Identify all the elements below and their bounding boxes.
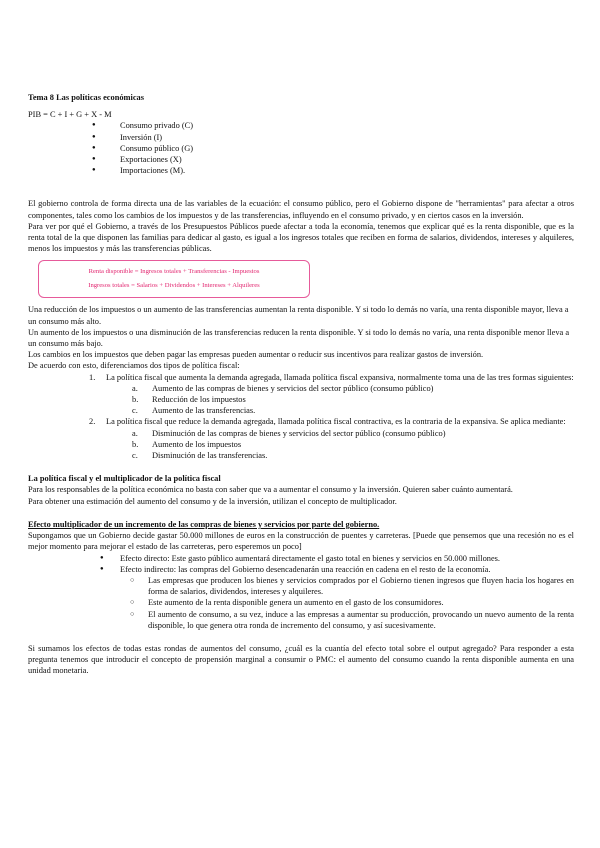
formula-line: Renta disponible = Ingresos totales + Transferencias - Impuestos	[88, 268, 260, 276]
effects-list	[28, 553, 574, 631]
list-item	[89, 416, 574, 461]
pib-formula: PIB = C + I + G + X - M	[28, 110, 112, 120]
paragraph: De acuerdo con esto, diferenciamos dos tipos de política fiscal:	[28, 361, 240, 371]
section-heading: La política fiscal y el multiplicador de la política fiscal	[28, 474, 221, 484]
paragraph: Una reducción de los impuestos o un aumento de las transferencias aumentan la renta disponible. Y si todo lo demás no varía, una renta disponible mayor, lleva a un consumo más alto.	[28, 305, 569, 326]
list-letter: a.	[132, 383, 138, 393]
list-item: ● Consumo privado (C)	[120, 120, 574, 131]
list-item-text: Disminución de las transferencias.	[152, 451, 268, 461]
policy-list	[28, 372, 574, 462]
list-item	[132, 428, 574, 439]
list-item-text: Aumento de las compras de bienes y servicios del sector público (consumo público)	[152, 383, 434, 393]
sub-list	[120, 575, 574, 631]
list-item: ○ Este aumento de la renta disponible genera un aumento en el gasto de los consumidores.	[148, 597, 574, 608]
list-letter: b.	[132, 395, 139, 405]
paragraph: Un aumento de los impuestos o una disminución de las transferencias reducen la renta disponible. Y si todo lo demás no varía, una renta disponible menor lleva a un consumo más bajo.	[28, 327, 570, 349]
list-item	[89, 372, 574, 417]
list-number: 1.	[89, 372, 96, 382]
formula-box	[38, 260, 310, 298]
section-heading: Efecto multiplicador de un incremento de las compras de bienes y servicios por parte del gobierno.	[28, 519, 380, 529]
formula-line: Ingresos totales = Salarios + Dividendos + Intereses + Alquileres	[88, 282, 260, 290]
list-item	[132, 383, 574, 394]
list-item: ● Efecto directo: Este gasto público aumentará directamente el gasto total en bienes y servicios en 50.000 millones.	[120, 553, 574, 564]
document-page	[28, 92, 574, 677]
paragraph: Si sumamos los efectos de todas estas rondas de aumentos del consumo, ¿cuál es la cuantía del efecto total sobre el output agregado? Para responder a esta pregunta tenemos que introducir el concepto de propensión marginal a consumir o PMC: el aumento del consumo cuando la renta disponible aumenta en una unidad monetaria.	[28, 643, 574, 676]
list-item	[132, 450, 574, 461]
list-item-text: La política fiscal que reduce la demanda agregada, llamada política fiscal contractiva, es la contraria de la expansiva. Se aplica mediante:	[106, 417, 566, 427]
list-item	[132, 439, 574, 450]
list-item: ● Consumo público (G)	[120, 143, 574, 154]
list-letter: c.	[132, 406, 138, 416]
paragraph: Para los responsables de la política económica no basta con saber que va a aumentar el consumo y la inversión. Quieren saber cuánto aumentará.	[28, 485, 513, 495]
list-item	[120, 564, 574, 631]
paragraph: Los cambios en los impuestos que deben pagar las empresas pueden aumentar o reducir sus incentivos para realizar gastos de inversión.	[28, 350, 484, 360]
list-item: ● Importaciones (M).	[120, 165, 574, 176]
paragraph: Para ver por qué el Gobierno, a través de los Presupuestos Públicos puede afectar a toda la economía, tenemos que explicar qué es la renta disponible, que es la renta total de la que disponen las familias para dedicar al gasto, es igual a los ingresos totales que reciben en forma de salarios, dividendos, intereses y alquileres, menos los impuestos y más las transferencias públicas.	[28, 221, 574, 254]
list-item-text: Efecto indirecto: las compras del Gobierno desencadenarán una reacción en cadena en el resto de la economía.	[120, 564, 491, 574]
list-item	[132, 394, 574, 405]
list-item-text: Aumento de las transferencias.	[152, 406, 256, 416]
list-item: ○ El aumento de consumo, a su vez, induce a las empresas a aumentar su producción, provocando un nuevo aumento de la renta disponible, lo que genera otra ronda de incremento del consumo, y así sucesivamente.	[148, 609, 574, 631]
paragraph: El gobierno controla de forma directa una de las variables de la ecuación: el consumo público, pero el Gobierno dispone de "herramientas" para afectar a otros componentes, tales como los cambios de los impuestos y de las transferencias, influyendo en el consumo privado, y en ciertos casos en la inversión.	[28, 199, 574, 220]
components-list	[28, 120, 574, 176]
list-item-text: La política fiscal que aumenta la demanda agregada, llamada política fiscal expansiva, normalmente toma una de las tres formas siguientes:	[106, 372, 574, 382]
sub-list	[106, 428, 574, 462]
sub-list	[106, 383, 574, 417]
paragraph: Supongamos que un Gobierno decide gastar 50.000 millones de euros en la construcción de puentes y carreteras. [Puede que pensemos que una recesión no es el mejor momento para mejorar el estado de las carreteras, pero esperemos un poco]	[28, 531, 574, 552]
paragraph: Para obtener una estimación del aumento del consumo y de la inversión, utilizan el concepto de multiplicador.	[28, 496, 397, 506]
list-letter: b.	[132, 439, 139, 449]
list-item-text: Aumento de los impuestos	[152, 439, 242, 449]
list-letter: c.	[132, 451, 138, 461]
list-letter: a.	[132, 428, 138, 438]
list-item: ● Exportaciones (X)	[120, 154, 574, 165]
list-item-text: Reducción de los impuestos	[152, 395, 246, 405]
list-item	[132, 405, 574, 416]
list-item-text: Disminución de las compras de bienes y servicios del sector público (consumo público)	[152, 428, 446, 438]
list-item: ○ Las empresas que producen los bienes y servicios comprados por el Gobierno tienen ingresos que fluyen hacia los hogares en forma de salarios, dividendos, intereses y alquileres.	[148, 575, 574, 597]
list-number: 2.	[89, 417, 96, 427]
list-item: ● Inversión (I)	[120, 132, 574, 143]
document-title: Tema 8 Las políticas económicas	[28, 93, 145, 102]
